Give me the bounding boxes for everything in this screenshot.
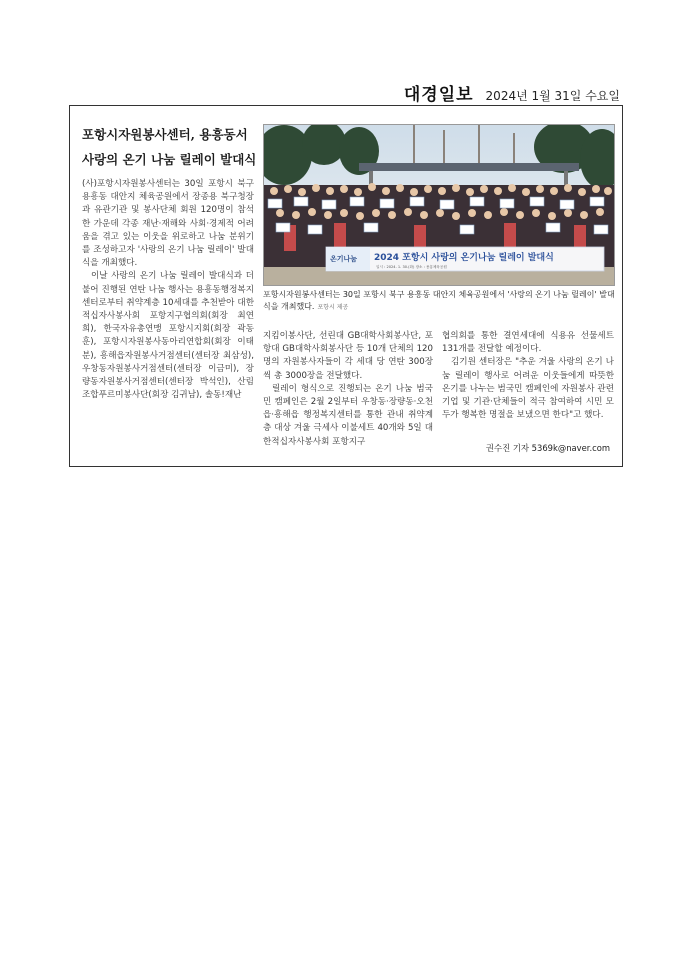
photo-caption [263, 289, 615, 314]
paragraph: 김기원 센터장은 "추운 겨울 사랑의 온기 나눔 릴레이 행사로 어려운 이웃들에게 따뜻한 온기를 나누는 범국민 캠페인에 자원봉사 관련 기업 및 기관·단체들이 적극 참여하여 시민 모두가 행복한 명절을 보냈으면 한다"고 했다. [442, 357, 614, 421]
paragraph: 이날 사랑의 온기 나눔 릴레이 발대식과 더불어 진행된 연탄 나눔 행사는 용흥동행정복지센터로부터 취약계층 10세대를 추천받아 대한적십자사봉사회 포항지구협의회(회장 최연희), 한국자유총연맹 포항시지회(회장 곽동훈), 포항시자원봉사동아리연합회(회장 이태분), 흥해읍자원봉사거점센터(센터장 최삼성), 우창동자원봉사거점센터(센터장 이금미), 장량동자원봉사거점센터(센터장 박석인), 산림조합푸르미봉사단(회장 김귀남), 솔동!재난 [82, 271, 254, 401]
article-column-1 [82, 178, 254, 402]
paragraph: (사)포항시자원봉사센터는 30일 포항시 북구 용흥동 대안지 체육공원에서 장종용 북구청장과 유관기관 및 봉사단체 회원 120명이 참석한 가운데 각종 재난·재해와 사회·경제적 어려움을 겪고 있는 이웃을 위로하고 나눔 분위기를 조성하고자 '사랑의 온기 나눔 릴레이' 발대식을 개최했다. [82, 179, 254, 269]
headline-line-1: 포항시자원봉사센터, 용흥동서 [82, 127, 248, 142]
photo-credit: 포항시 제공 [317, 304, 349, 311]
pavilion-roof [359, 163, 579, 171]
newspaper-name: 대경일보 [403, 85, 474, 105]
article-column-2 [263, 330, 433, 449]
headline-line-2: 사랑의 온기 나눔 릴레이 발대식 [82, 152, 257, 167]
banner-subtext: 일시 : 2024. 1. 30.(화) 장소 : 용흥체육공원 [376, 265, 447, 269]
article-photo [263, 124, 615, 286]
article-column-3 [442, 330, 614, 422]
group-photo-image [264, 125, 614, 285]
banner-logo: 온기나눔 [330, 255, 358, 263]
article-clipping [69, 105, 623, 467]
event-banner [326, 247, 604, 271]
masthead [404, 80, 620, 105]
caption-text: 포항시자원봉사센터는 30일 포항시 북구 용흥동 대안지 체육공원에서 '사랑의 온기 나눔 릴레이' 발대식을 개최했다. [263, 290, 615, 311]
publication-date: 2024년 1월 31일 수요일 [485, 89, 620, 103]
banner-title: 2024 포항시 사랑의 온기나눔 릴레이 발대식 [374, 253, 554, 263]
reporter-byline: 권수진 기자 5369k@naver.com [485, 443, 610, 453]
headline [82, 122, 262, 172]
paragraph: 릴레이 형식으로 진행되는 온기 나눔 범국민 캠페인은 2월 2일부터 우창동·장량동·오천읍·흥해읍 행정복지센터를 통한 관내 취약계층 대상 겨울 극세사 이불세트 40개와 5일 대한적십자사봉사회 포항지구 [263, 383, 433, 447]
paragraph: 지킴이봉사단, 선린대 GB대학사회봉사단, 포항대 GB대학사회봉사단 등 10개 단체의 120명의 자원봉사자들이 각 세대 당 연탄 300장씩 총 3000장을 전달했다. [263, 331, 433, 381]
paragraph: 협의회를 통한 결연세대에 식용유 선물세트 131개를 전달할 예정이다. [442, 331, 614, 355]
